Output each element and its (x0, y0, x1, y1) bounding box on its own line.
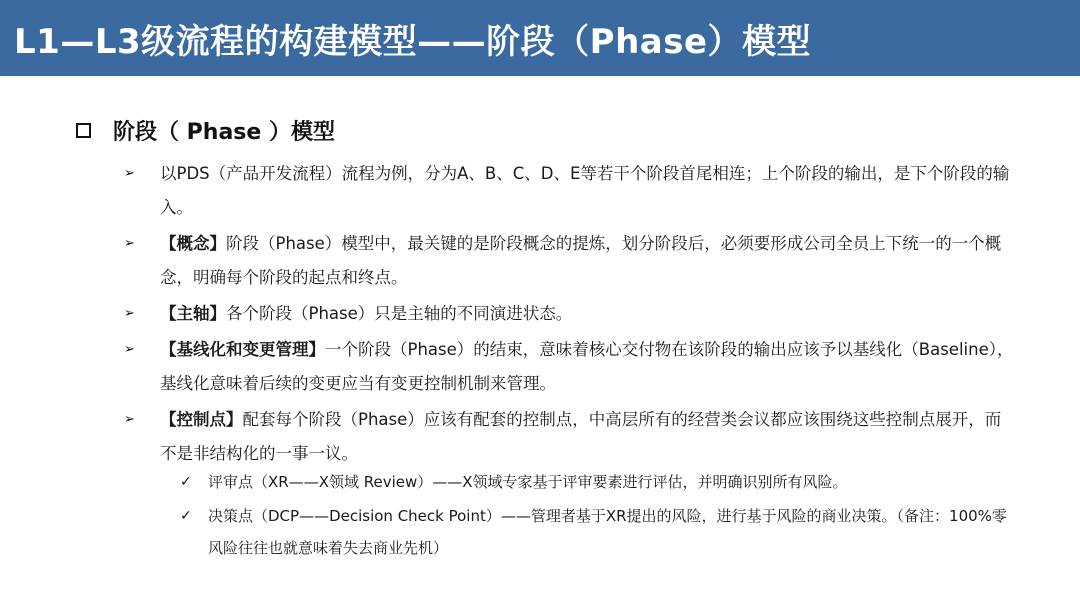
sub-bullet-item (180, 500, 1010, 564)
section-heading (76, 114, 335, 146)
slide-title: L1—L3级流程的构建模型——阶段（Phase）模型 (14, 21, 812, 62)
bullet-item (124, 157, 1014, 225)
arrow-bullet-icon: ➢ (124, 236, 135, 251)
bullet-item (124, 297, 1014, 331)
sub-bullet-list (180, 466, 1010, 566)
arrow-bullet-icon: ➢ (124, 166, 135, 181)
bullet-item (124, 403, 1014, 471)
arrow-bullet-icon: ➢ (124, 412, 135, 427)
sub-bullet-text: 决策点（DCP——Decision Check Point）——管理者基于XR提出的风险，进行基于风险的商业决策。（备注：100%零风险往往也就意味着失去商业先机） (208, 507, 1007, 557)
check-icon: ✓ (180, 474, 192, 490)
bullet-text: 以PDS（产品开发流程）流程为例，分为A、B、C、D、E等若干个阶段首尾相连；上个阶段的输出，是下个阶段的输入。 (160, 164, 1010, 217)
bullet-keyword: 【控制点】 (160, 410, 243, 429)
square-bullet-icon (76, 123, 91, 138)
title-bar (0, 0, 1080, 76)
arrow-bullet-icon: ➢ (124, 342, 135, 357)
heading-text: 阶段（ Phase ）模型 (113, 119, 335, 145)
bullet-keyword: 【基线化和变更管理】 (160, 340, 325, 359)
bullet-text: 阶段（Phase）模型中，最关键的是阶段概念的提炼，划分阶段后，必须要形成公司全员上下统一的一个概念，明确每个阶段的起点和终点。 (160, 234, 1002, 287)
bullet-text: 配套每个阶段（Phase）应该有配套的控制点，中高层所有的经营类会议都应该围绕这些控制点展开，而不是非结构化的一事一议。 (160, 410, 1002, 463)
bullet-text: 一个阶段（Phase）的结束，意味着核心交付物在该阶段的输出应该予以基线化（Baseline），基线化意味着后续的变更应当有变更控制机制来管理。 (160, 340, 1014, 393)
bullet-item (124, 227, 1014, 295)
bullet-list (124, 157, 1014, 473)
bullet-item (124, 333, 1014, 401)
check-icon: ✓ (180, 508, 192, 524)
sub-bullet-item (180, 466, 1010, 498)
bullet-text: 各个阶段（Phase）只是主轴的不同演进状态。 (226, 304, 573, 323)
bullet-keyword: 【主轴】 (160, 304, 226, 323)
sub-bullet-text: 评审点（XR——X领域 Review）——X领域专家基于评审要素进行评估，并明确识别所有风险。 (208, 473, 848, 491)
bullet-keyword: 【概念】 (160, 234, 226, 253)
arrow-bullet-icon: ➢ (124, 306, 135, 321)
